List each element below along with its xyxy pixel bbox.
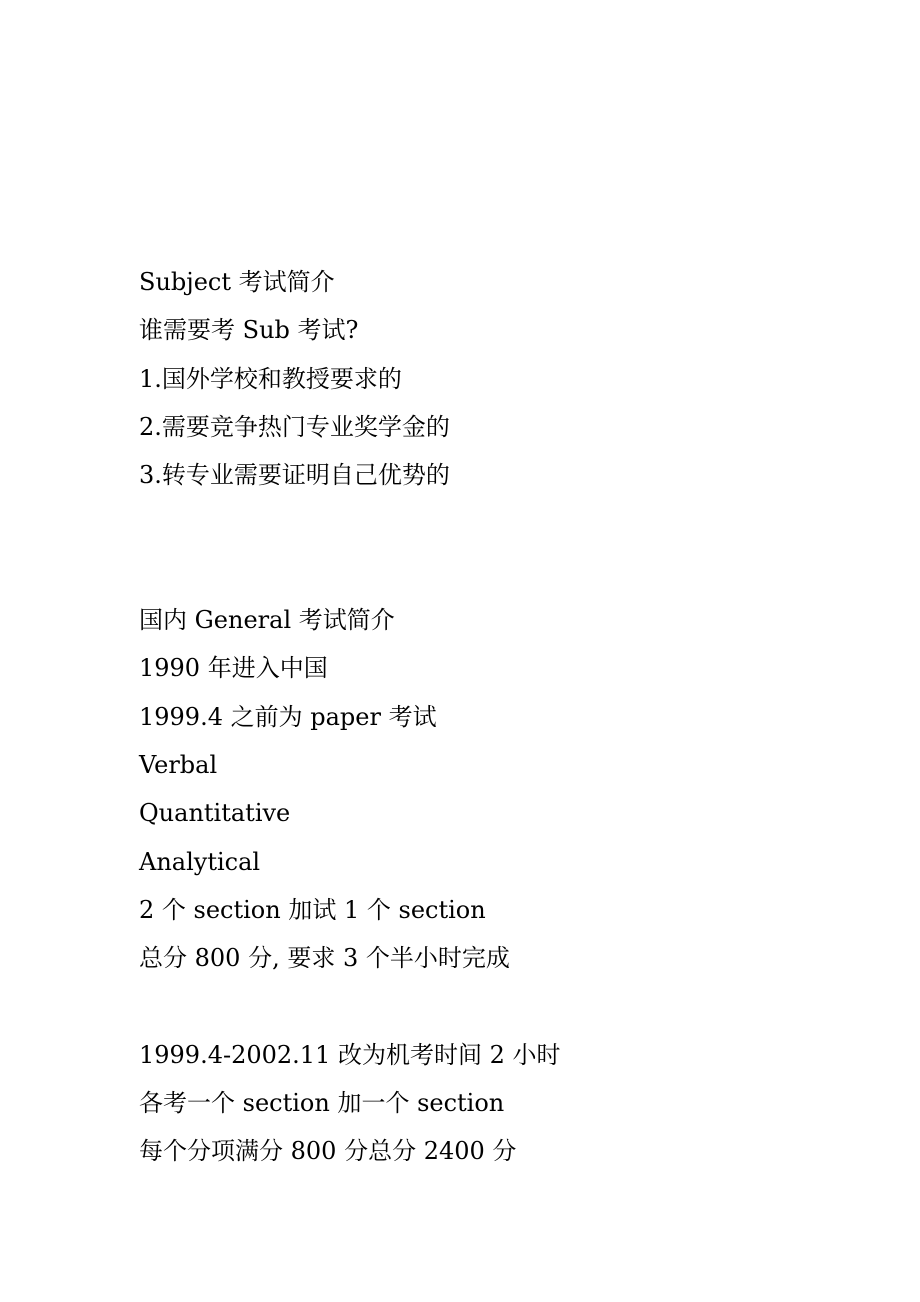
section3-line-1: 1999.4-2002.11 改为机考时间 2 小时 (139, 1040, 561, 1069)
section2-line-5: Analytical (139, 847, 261, 876)
section1-item-1: 1.国外学校和教授要求的 (139, 364, 402, 393)
section2-line-3: Verbal (139, 750, 218, 779)
section2-title: 国内 General 考试简介 (139, 606, 395, 635)
section2-line-4: Quantitative (139, 799, 291, 828)
document-body (139, 258, 839, 1176)
section2-line-2: 1999.4 之前为 paper 考试 (139, 702, 437, 731)
spacer (139, 548, 839, 596)
section3-line-3: 每个分项满分 800 分总分 2400 分 (139, 1137, 517, 1166)
section2-line-6: 2 个 section 加试 1 个 section (139, 895, 486, 924)
section1-title: Subject 考试简介 (139, 268, 335, 296)
section1-question: 谁需要考 Sub 考试? (139, 316, 359, 345)
section1-item-3: 3.转专业需要证明自己优势的 (139, 461, 450, 490)
section1-item-2: 2.需要竞争热门专业奖学金的 (139, 412, 450, 441)
spacer (139, 499, 839, 547)
section2-line-7: 总分 800 分, 要求 3 个半小时完成 (139, 944, 510, 973)
section2-line-1: 1990 年进入中国 (139, 654, 328, 683)
spacer (139, 982, 839, 1030)
section3-line-2: 各考一个 section 加一个 section (139, 1089, 505, 1118)
